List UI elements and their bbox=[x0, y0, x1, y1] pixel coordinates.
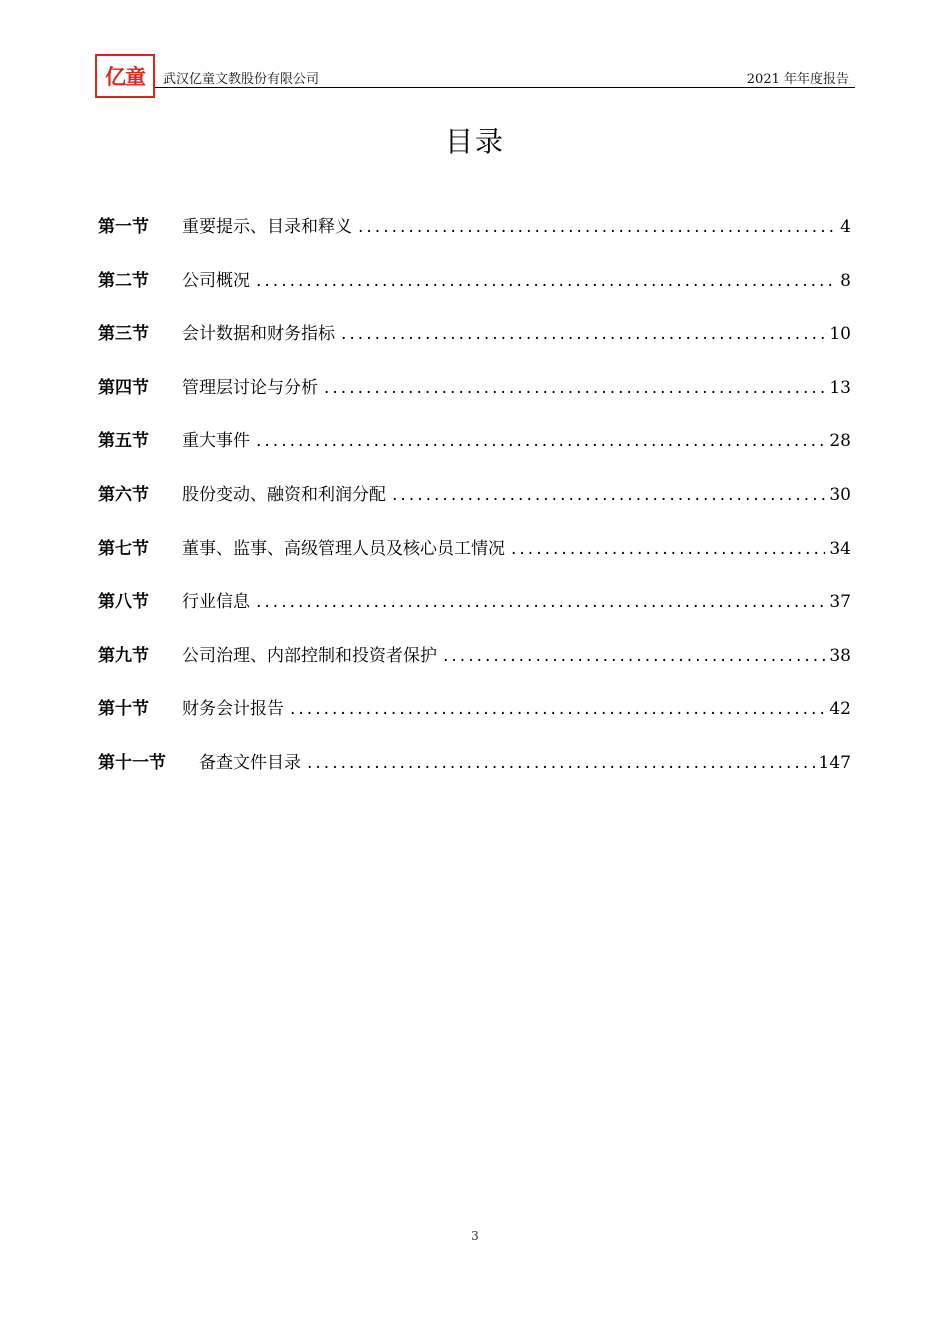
toc-title: 股份变动、融资和利润分配 bbox=[182, 484, 386, 505]
toc-page: 37 bbox=[829, 592, 851, 613]
toc-leader bbox=[256, 592, 825, 612]
logo-text: 亿童 bbox=[105, 65, 145, 89]
toc-section: 第六节 bbox=[98, 484, 149, 505]
toc-entry[interactable] bbox=[98, 266, 851, 320]
toc-section: 第十节 bbox=[98, 699, 149, 720]
toc-title: 备查文件目录 bbox=[199, 752, 301, 773]
toc-page: 13 bbox=[829, 377, 851, 398]
toc-entry[interactable] bbox=[98, 748, 851, 802]
toc-section: 第十一节 bbox=[98, 752, 166, 773]
company-logo bbox=[95, 54, 155, 98]
company-name: 武汉亿童文教股份有限公司 bbox=[163, 72, 320, 87]
toc-title: 重要提示、目录和释义 bbox=[182, 217, 352, 237]
toc-page: 8 bbox=[840, 270, 851, 291]
toc-leader bbox=[307, 753, 815, 773]
table-of-contents bbox=[98, 212, 851, 802]
toc-leader bbox=[341, 324, 825, 344]
toc-section: 第二节 bbox=[98, 270, 149, 291]
toc-page: 30 bbox=[829, 484, 851, 505]
toc-page: 147 bbox=[818, 752, 851, 773]
toc-section: 第九节 bbox=[98, 645, 149, 666]
page-header bbox=[95, 54, 855, 102]
toc-section: 第三节 bbox=[98, 324, 149, 345]
toc-leader bbox=[358, 217, 836, 237]
toc-leader bbox=[443, 646, 825, 666]
toc-entry[interactable] bbox=[98, 426, 851, 480]
report-name: 2021 年年度报告 bbox=[746, 72, 849, 87]
toc-section: 第四节 bbox=[98, 377, 149, 398]
toc-entry[interactable] bbox=[98, 319, 851, 373]
toc-leader bbox=[392, 485, 825, 505]
toc-title: 管理层讨论与分析 bbox=[182, 377, 318, 398]
toc-title: 董事、监事、高级管理人员及核心员工情况 bbox=[182, 538, 505, 559]
toc-entry[interactable] bbox=[98, 694, 851, 748]
toc-page: 4 bbox=[840, 217, 851, 237]
page-number: 3 bbox=[471, 1229, 479, 1243]
toc-page: 10 bbox=[829, 324, 851, 345]
toc-section: 第五节 bbox=[98, 431, 149, 452]
toc-entry[interactable] bbox=[98, 587, 851, 641]
toc-title: 重大事件 bbox=[182, 431, 250, 452]
toc-page: 34 bbox=[829, 538, 851, 559]
toc-page: 38 bbox=[829, 645, 851, 666]
toc-entry[interactable] bbox=[98, 212, 851, 266]
toc-entry[interactable] bbox=[98, 641, 851, 695]
toc-entry[interactable] bbox=[98, 480, 851, 534]
toc-leader bbox=[511, 539, 825, 559]
toc-leader bbox=[256, 431, 825, 451]
toc-entry[interactable] bbox=[98, 534, 851, 588]
header-divider bbox=[155, 87, 855, 88]
toc-title: 公司概况 bbox=[182, 270, 250, 291]
page-title: 目录 bbox=[444, 125, 505, 158]
toc-section: 第七节 bbox=[98, 538, 149, 559]
toc-title: 会计数据和财务指标 bbox=[182, 324, 335, 345]
toc-section: 第一节 bbox=[98, 217, 149, 237]
toc-leader bbox=[290, 699, 825, 719]
toc-title: 财务会计报告 bbox=[182, 699, 284, 720]
toc-page: 28 bbox=[829, 431, 851, 452]
toc-section: 第八节 bbox=[98, 592, 149, 613]
toc-page: 42 bbox=[829, 699, 851, 720]
toc-title: 行业信息 bbox=[182, 592, 250, 613]
toc-title: 公司治理、内部控制和投资者保护 bbox=[182, 645, 437, 666]
toc-leader bbox=[324, 378, 825, 398]
toc-leader bbox=[256, 271, 836, 291]
toc-entry[interactable] bbox=[98, 373, 851, 427]
